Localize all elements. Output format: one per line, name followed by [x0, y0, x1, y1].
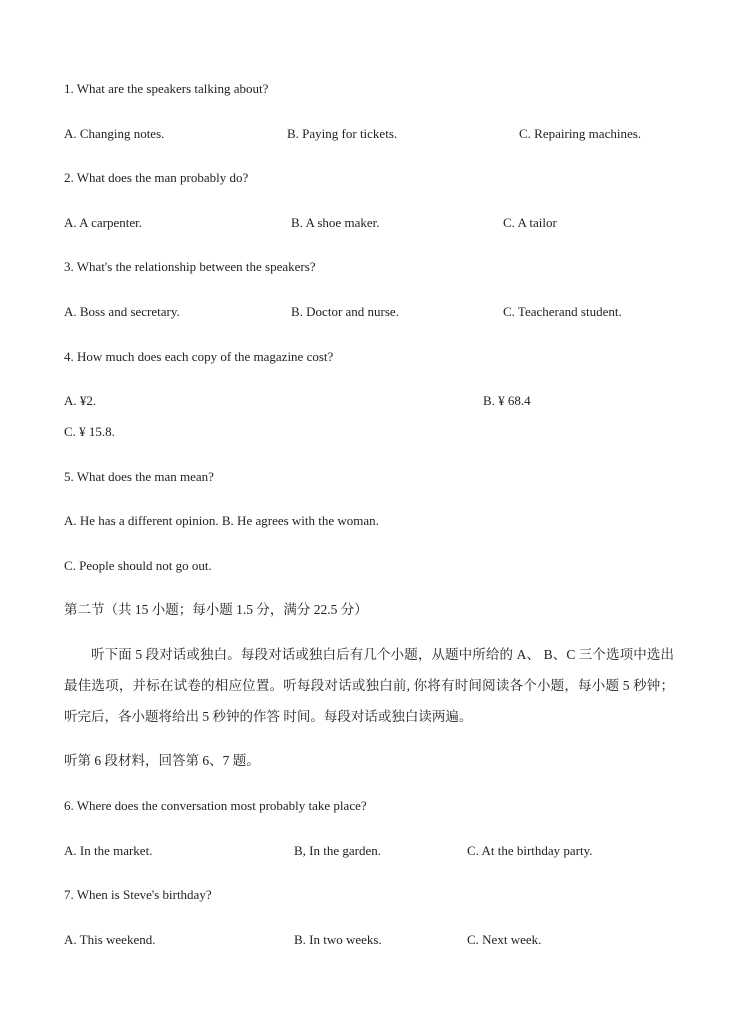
q1-option-a: A. Changing notes. [64, 126, 165, 141]
question-4: 4. How much does each copy of the magazine cost? [64, 349, 334, 364]
q3-option-b: B. Doctor and nurse. [291, 304, 399, 319]
q7-option-a: A. This weekend. [64, 932, 156, 947]
q1-option-c: C. Repairing machines. [519, 126, 642, 141]
section-instructions: 听下面 5 段对话或独白。每段对话或独白后有几个小题，从题中所给的 A、 B、C 三个选项中选出最佳选项，并标在试卷的相应位置。听每段对话或独白前, 你将有时间阅读各个小题，每小题 5 秒钟；听完后，各小题将给出 5 秒钟的作答 时间。每段对话或独白读两遍。 [64, 647, 674, 724]
question-6: 6. Where does the conversation most probably take place? [64, 798, 367, 813]
q5-option-c: C. People should not go out. [64, 558, 212, 573]
q3-option-a: A. Boss and secretary. [64, 304, 180, 319]
q2-option-c: C. A tailor [503, 215, 557, 230]
segment-note: 听第 6 段材料，回答第 6、7 题。 [64, 753, 260, 768]
section-heading: 第二节（共 15 小题；每小题 1.5 分，满分 22.5 分） [64, 602, 368, 617]
q6-option-a: A. In the market. [64, 843, 153, 858]
q4-option-a: A. ¥2. [64, 393, 97, 408]
question-2: 2. What does the man probably do? [64, 170, 249, 185]
q6-option-c: C. At the birthday party. [467, 843, 593, 858]
q5-options-ab: A. He has a different opinion. B. He agrees with the woman. [64, 513, 379, 528]
q1-option-b: B. Paying for tickets. [287, 126, 398, 141]
q2-option-a: A. A carpenter. [64, 215, 142, 230]
q4-option-b: B. ¥ 68.4 [483, 393, 531, 408]
q7-option-c: C. Next week. [467, 932, 542, 947]
q6-option-b: B, In the garden. [294, 843, 382, 858]
q3-option-c: C. Teacherand student. [503, 304, 622, 319]
q7-option-b: B. In two weeks. [294, 932, 382, 947]
question-1: 1. What are the speakers talking about? [64, 81, 269, 96]
question-7: 7. When is Steve's birthday? [64, 887, 212, 902]
question-3: 3. What's the relationship between the speakers? [64, 259, 316, 274]
q4-option-c: C. ¥ 15.8. [64, 424, 115, 439]
q2-option-b: B. A shoe maker. [291, 215, 380, 230]
question-5: 5. What does the man mean? [64, 469, 214, 484]
